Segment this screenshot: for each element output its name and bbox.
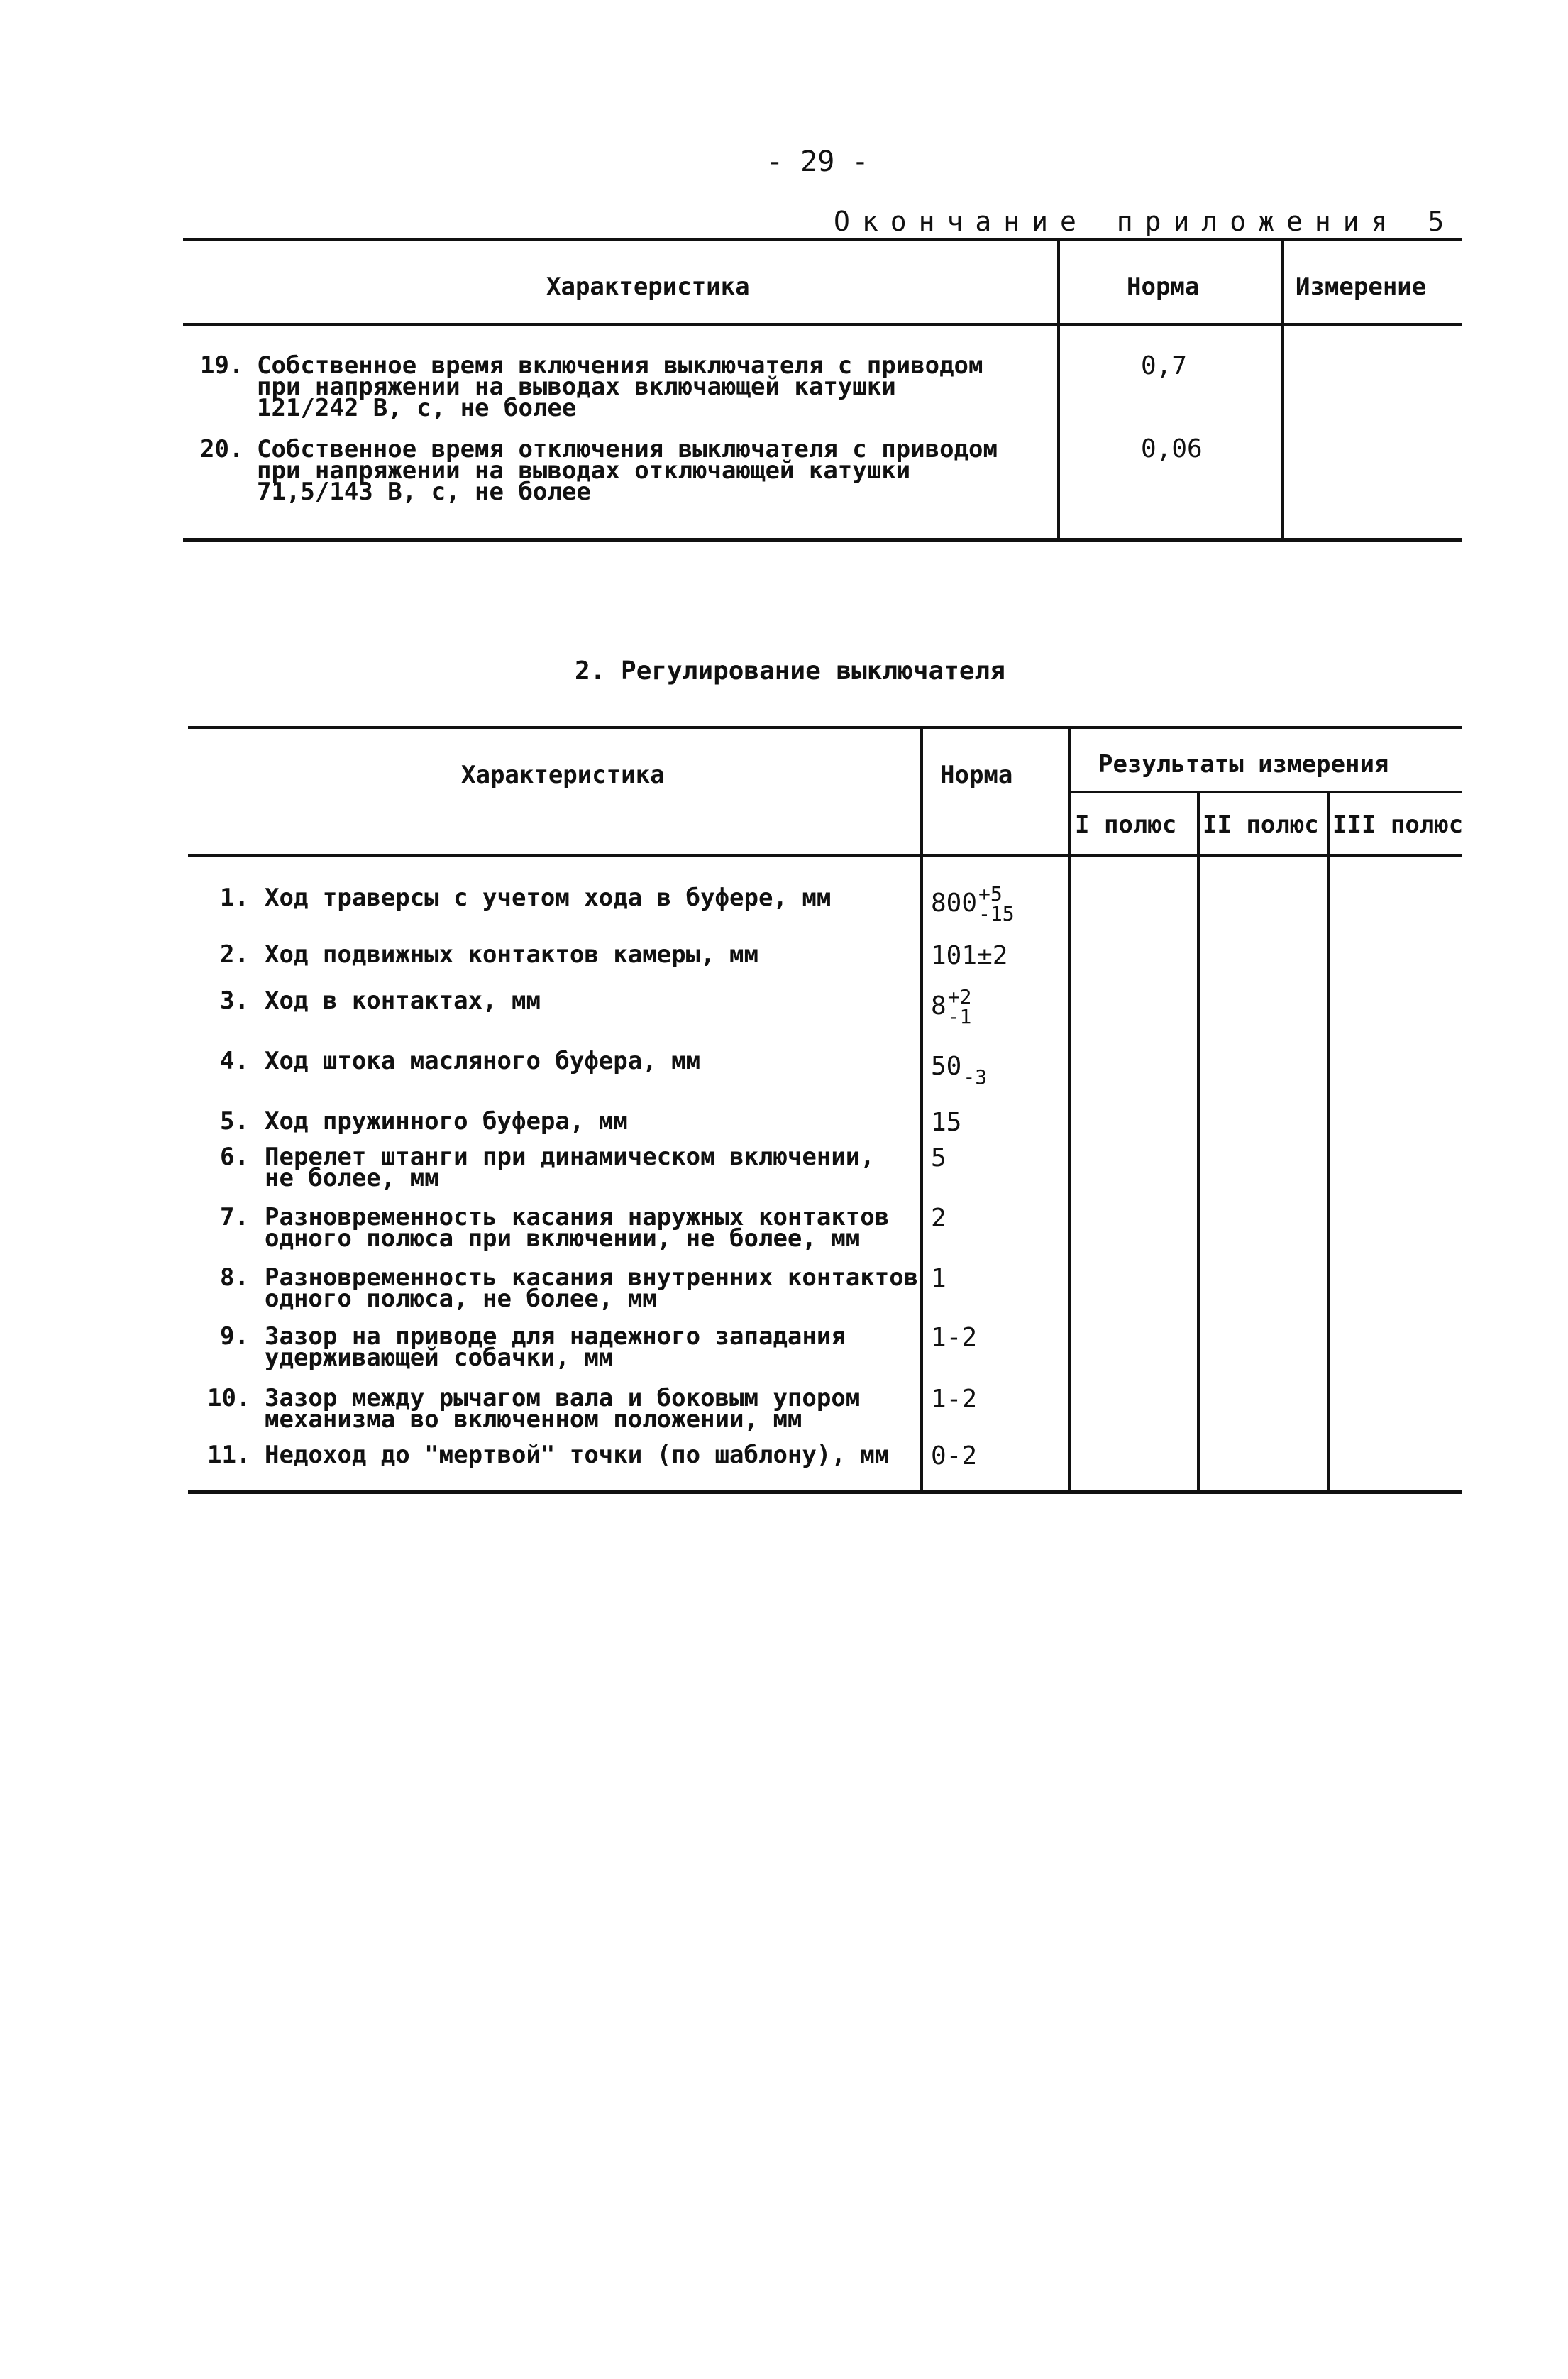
norm-value: 5 bbox=[931, 1143, 946, 1172]
table2-col-divider bbox=[1327, 792, 1330, 1493]
row-norm bbox=[931, 1323, 977, 1352]
row-number: 5. bbox=[220, 1107, 249, 1136]
row-text-line: Перелет штанги при динамическом включении, bbox=[265, 1143, 875, 1171]
table2-bottom-rule bbox=[188, 1490, 1462, 1494]
norm-value: 800 bbox=[931, 889, 978, 918]
row-number: 8. bbox=[220, 1263, 249, 1292]
row-number: 9. bbox=[220, 1322, 249, 1351]
table1-bottom-rule bbox=[183, 538, 1462, 542]
norm-tolerance bbox=[963, 1048, 987, 1087]
norm-tolerance-lower: -1 bbox=[947, 1005, 972, 1028]
row-norm bbox=[931, 941, 1007, 970]
table2-col-divider bbox=[1068, 726, 1071, 1493]
row-text-line: Ход траверсы с учетом хода в буфере, мм bbox=[265, 884, 832, 912]
table1-col-divider bbox=[1281, 238, 1284, 539]
norm-value: 1-2 bbox=[931, 1323, 978, 1352]
table2-header-rule bbox=[188, 854, 1462, 857]
norm-value: 15 bbox=[931, 1108, 962, 1137]
row-norm: 0,7 bbox=[1141, 351, 1188, 380]
page-number: - 29 - bbox=[766, 145, 869, 178]
row-number: 10. bbox=[207, 1384, 251, 1412]
table2-header-results: Результаты измерения bbox=[1098, 750, 1389, 779]
row-text-line: 121/242 В, с, не более bbox=[257, 394, 577, 422]
row-text-line: Недоход до "мертвой" точки (по шаблону), мм bbox=[265, 1441, 890, 1469]
row-number: 7. bbox=[220, 1203, 249, 1231]
table2-header-pole3: III полюс bbox=[1332, 811, 1464, 839]
table1-header-characteristic: Характеристика bbox=[546, 273, 750, 301]
norm-tolerance-lower: -15 bbox=[978, 902, 1015, 925]
row-norm bbox=[931, 1385, 977, 1414]
row-text-line: Собственное время включения выключателя с приводом bbox=[257, 351, 983, 380]
table1-col-divider bbox=[1057, 238, 1060, 539]
table2-subheader-rule bbox=[1069, 791, 1462, 793]
table2-header-pole1: I полюс bbox=[1075, 811, 1177, 839]
row-number: 1. bbox=[220, 884, 249, 912]
row-norm bbox=[931, 884, 1015, 924]
row-text-line: одного полюса, не более, мм bbox=[265, 1285, 657, 1313]
norm-tolerance-upper bbox=[963, 1048, 987, 1067]
row-text-line: Собственное время отключения выключателя с приводом bbox=[257, 435, 998, 463]
row-number: 2. bbox=[220, 940, 249, 969]
row-text-line: при напряжении на выводах отключающей катушки bbox=[257, 456, 911, 485]
row-number: 20. bbox=[200, 435, 244, 463]
table1-header-rule bbox=[183, 323, 1462, 326]
row-text-line: Ход в контактах, мм bbox=[265, 987, 541, 1015]
row-text-line: одного полюса при включении, не более, мм bbox=[265, 1224, 861, 1253]
row-text-line: Зазор на приводе для надежного западания bbox=[265, 1322, 846, 1351]
table2-top-rule bbox=[188, 726, 1462, 729]
table2-header-characteristic: Характеристика bbox=[461, 761, 665, 789]
norm-tolerance bbox=[948, 987, 972, 1027]
row-norm bbox=[931, 1143, 946, 1172]
norm-tolerance bbox=[978, 884, 1015, 924]
norm-tolerance-lower: -3 bbox=[963, 1065, 988, 1089]
norm-value: 1 bbox=[931, 1264, 946, 1293]
row-text-line: 71,5/143 В, с, не более bbox=[257, 478, 591, 506]
row-norm bbox=[931, 1264, 946, 1293]
row-number: 3. bbox=[220, 987, 249, 1015]
row-text-line: Разновременность касания наружных контактов bbox=[265, 1203, 890, 1231]
table1-top-rule bbox=[183, 238, 1462, 241]
row-text-line: Ход пружинного буфера, мм bbox=[265, 1107, 628, 1136]
norm-value: 1-2 bbox=[931, 1385, 978, 1414]
table1-header-measurement: Измерение bbox=[1296, 273, 1427, 301]
row-text-line: удерживающей собачки, мм bbox=[265, 1344, 614, 1372]
norm-tolerance-upper: +2 bbox=[947, 985, 972, 1009]
row-number: 11. bbox=[207, 1441, 251, 1469]
row-text-line: механизма во включенном положении, мм bbox=[265, 1405, 802, 1434]
row-text-line: Зазор между рычагом вала и боковым упором bbox=[265, 1384, 861, 1412]
row-norm bbox=[931, 1441, 977, 1471]
norm-value: 50 bbox=[931, 1052, 962, 1081]
row-text-line: Ход штока масляного буфера, мм bbox=[265, 1047, 701, 1075]
table2-col-divider bbox=[1197, 792, 1200, 1493]
norm-value: 101±2 bbox=[931, 941, 1008, 970]
row-norm bbox=[931, 1108, 961, 1137]
norm-value: 8 bbox=[931, 991, 946, 1021]
row-norm: 0,06 bbox=[1141, 434, 1203, 463]
table2-header-pole2: II полюс bbox=[1203, 811, 1319, 839]
row-text-line: Ход подвижных контактов камеры, мм bbox=[265, 940, 758, 969]
row-norm bbox=[931, 987, 971, 1027]
table2-col-divider bbox=[920, 726, 923, 1493]
norm-value: 2 bbox=[931, 1204, 946, 1233]
row-norm bbox=[931, 1204, 946, 1233]
norm-value: 0-2 bbox=[931, 1441, 978, 1471]
row-text-line: Разновременность касания внутренних контактов bbox=[265, 1263, 919, 1292]
section-title: 2. Регулирование выключателя bbox=[575, 656, 1005, 686]
row-number: 4. bbox=[220, 1047, 249, 1075]
row-number: 19. bbox=[200, 351, 244, 380]
continuation-label: Окончание приложения 5 bbox=[834, 206, 1457, 237]
table2-header-norm: Норма bbox=[940, 761, 1013, 789]
norm-tolerance-upper: +5 bbox=[978, 882, 1003, 906]
row-text-line: при напряжении на выводах включающей катушки bbox=[257, 373, 896, 401]
table1-header-norm: Норма bbox=[1127, 273, 1200, 301]
row-number: 6. bbox=[220, 1143, 249, 1171]
row-norm bbox=[931, 1048, 987, 1087]
row-text-line: не более, мм bbox=[265, 1164, 439, 1192]
